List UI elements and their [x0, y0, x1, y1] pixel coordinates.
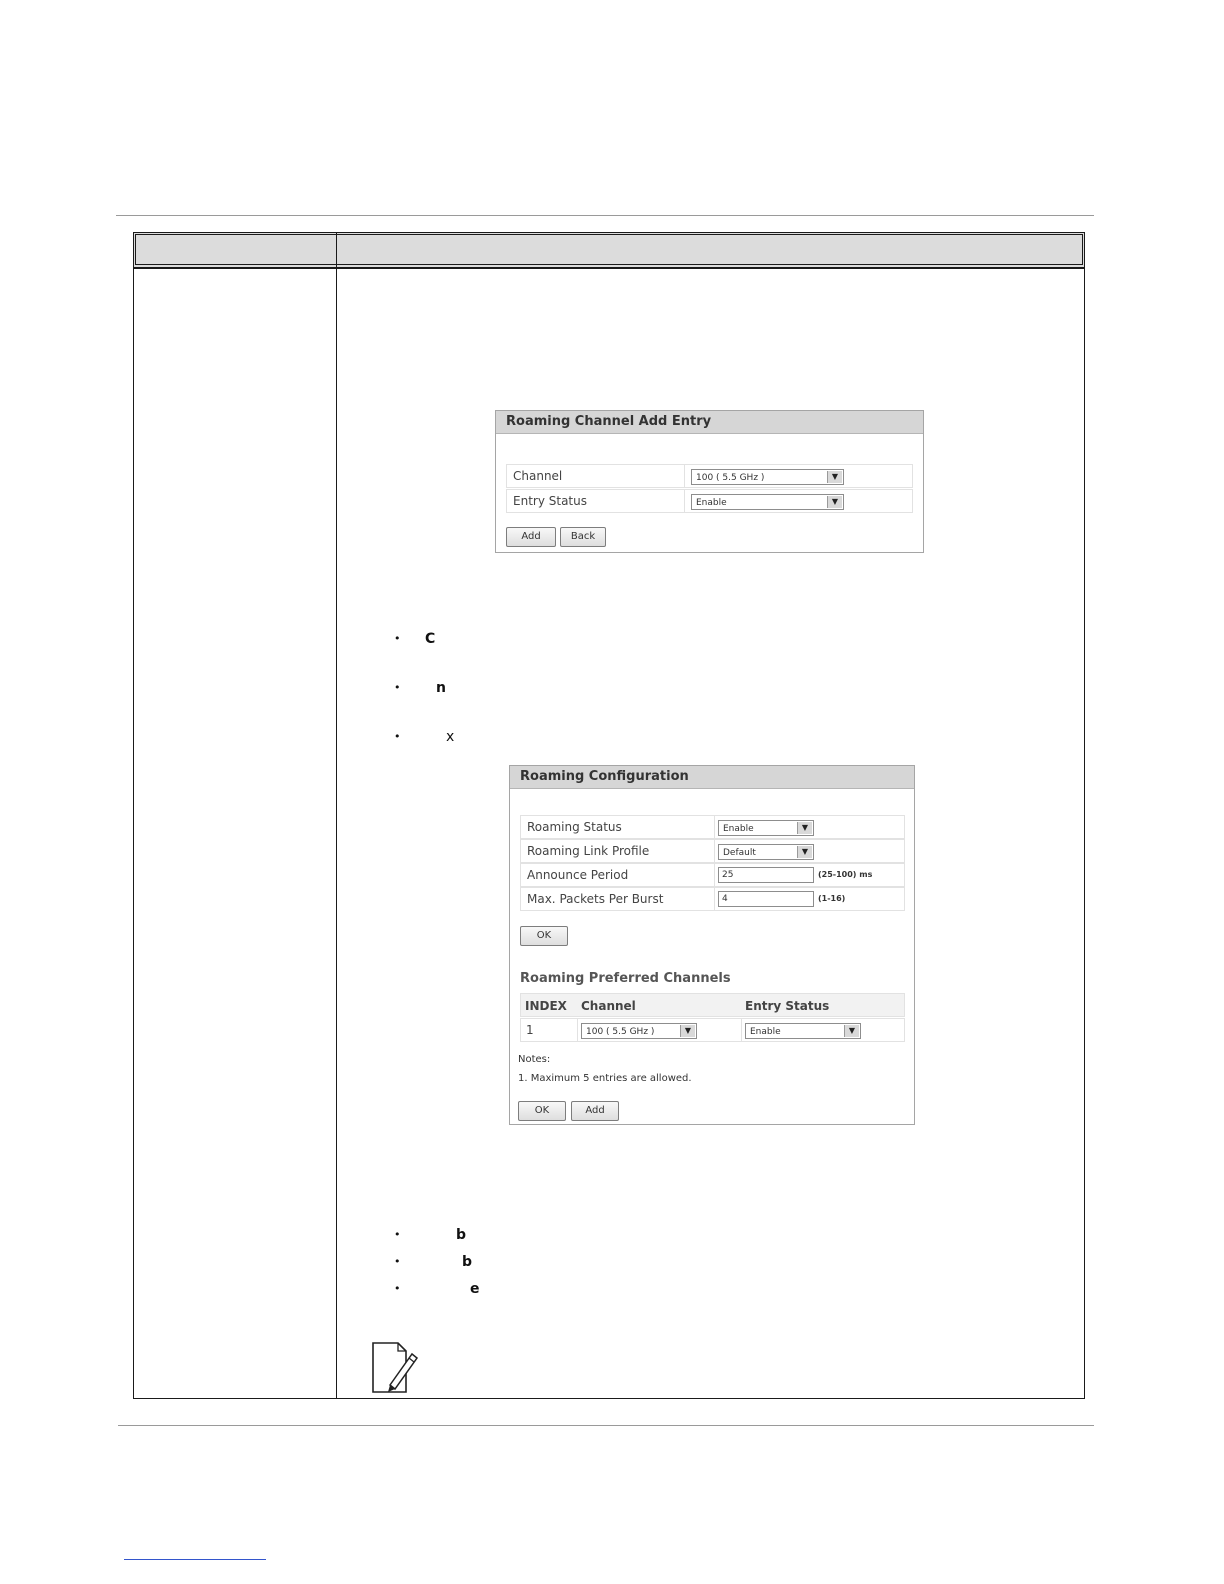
entry-status-select[interactable]: Enable ▼: [691, 494, 844, 510]
preferred-channel-select[interactable]: 100 ( 5.5 GHz ) ▼: [581, 1023, 697, 1039]
announce-period-input[interactable]: 25: [718, 867, 814, 883]
chevron-down-icon: ▼: [827, 496, 842, 508]
column-header: Entry Status: [745, 999, 830, 1013]
max-packets-unit: (1-16): [818, 894, 846, 903]
row-index: 1: [526, 1023, 534, 1037]
back-button[interactable]: Back: [560, 527, 606, 547]
roaming-status-select[interactable]: Enable ▼: [718, 820, 814, 836]
roaming-status-label: Roaming Status: [527, 820, 622, 834]
entry-status-label: Entry Status: [513, 494, 587, 508]
channel-row: [506, 464, 913, 488]
channel-label: Channel: [513, 469, 563, 483]
chevron-down-icon: ▼: [680, 1025, 695, 1037]
panel-title: Roaming Configuration: [510, 766, 914, 789]
ok-button[interactable]: OK: [518, 1101, 566, 1121]
max-packets-label: Max. Packets Per Burst: [527, 892, 664, 906]
footer-rule: [118, 1425, 1094, 1426]
announce-period-row: [520, 863, 905, 887]
roaming-link-profile-row: [520, 839, 905, 863]
add-button[interactable]: Add: [571, 1101, 619, 1121]
chevron-down-icon: ▼: [844, 1025, 859, 1037]
channel-select[interactable]: 100 ( 5.5 GHz ) ▼: [691, 469, 844, 485]
column-header: INDEX: [525, 999, 567, 1013]
chevron-down-icon: ▼: [797, 822, 812, 834]
note-pencil-icon: [368, 1340, 420, 1400]
max-packets-row: [520, 887, 905, 911]
preferred-status-select[interactable]: Enable ▼: [745, 1023, 861, 1039]
roaming-link-profile-label: Roaming Link Profile: [527, 844, 650, 858]
column-header: Channel: [581, 999, 636, 1013]
announce-period-unit: (25-100) ms: [818, 870, 873, 879]
max-packets-input[interactable]: 4: [718, 891, 814, 907]
preferred-header-row: [520, 993, 905, 1017]
panel-title: Roaming Channel Add Entry: [496, 411, 923, 434]
chevron-down-icon: ▼: [827, 471, 842, 483]
roaming-status-row: [520, 815, 905, 839]
announce-period-label: Announce Period: [527, 868, 629, 882]
notes-label: Notes:: [518, 1054, 551, 1065]
ok-button[interactable]: OK: [520, 926, 568, 946]
footer-link-underline[interactable]: [124, 1559, 266, 1560]
roaming-link-profile-select[interactable]: Default ▼: [718, 844, 814, 860]
header-rule: [116, 215, 1094, 216]
chevron-down-icon: ▼: [797, 846, 812, 858]
entry-status-row: [506, 489, 913, 513]
roaming-configuration-panel: [509, 765, 915, 1125]
note-text: 1. Maximum 5 entries are allowed.: [518, 1073, 692, 1084]
roaming-channel-add-entry-panel: [495, 410, 924, 553]
table-row: [520, 1018, 905, 1042]
add-button[interactable]: Add: [506, 527, 556, 547]
section-title: Roaming Preferred Channels: [520, 971, 731, 986]
